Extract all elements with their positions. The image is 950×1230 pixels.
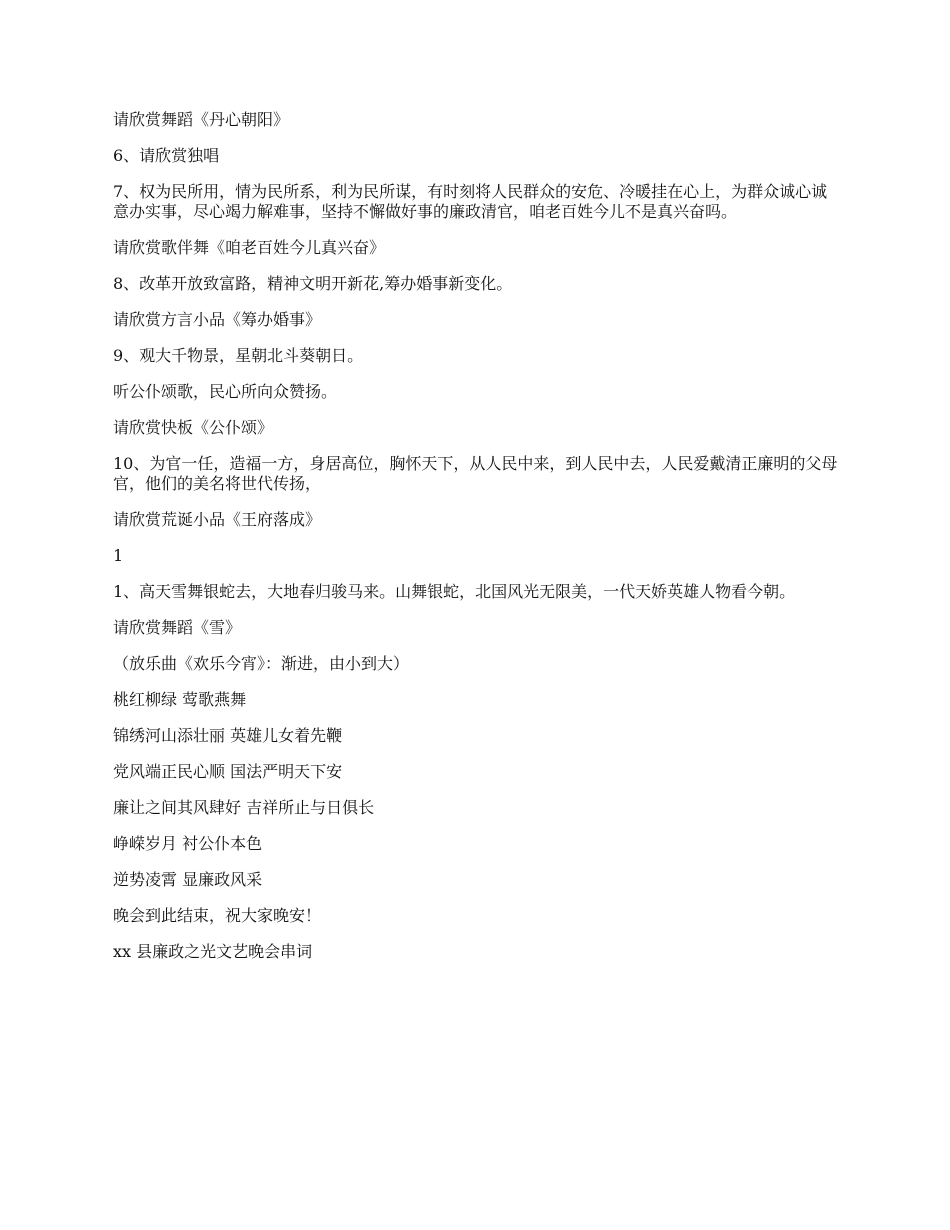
paragraph-item-9: 9、观大千物景，星朝北斗葵朝日。 [113, 346, 364, 365]
paragraph-music-note: （放乐曲《欢乐今宵》：渐进，由小到大） [113, 654, 410, 673]
paragraph-absurd-sketch: 请欣赏荒诞小品《王府落成》 [113, 510, 322, 529]
paragraph-couplet-3: 党风端正民心顺 国法严明天下安 [113, 762, 343, 781]
paragraph-item-7: 7、权为民所用，情为民所系，利为民所谋，有时刻将人民群众的安危、冷暖挂在心上，为群众诚心诚意办实事，尽心竭力解难事，坚持不懈做好事的廉政清官，咱老百姓今儿不是真兴奋吗。 [113, 182, 828, 221]
paragraph-item-8: 8、改革开放致富路，精神文明开新花,筹办婚事新变化。 [113, 274, 513, 293]
document-body [113, 110, 838, 978]
paragraph-dance-snow: 请欣赏舞蹈《雪》 [113, 618, 242, 637]
paragraph-title-footer: xx 县廉政之光文艺晚会串词 [113, 942, 313, 961]
paragraph-closing: 晚会到此结束，祝大家晚安！ [113, 906, 322, 925]
paragraph-item-10: 10、为官一任，造福一方，身居高位，胸怀天下，从人民中来，到人民中去，人民爱戴清正廉明的父母官，他们的美名将世代传扬， [113, 454, 838, 493]
paragraph-kuaiban: 请欣赏快板《公仆颂》 [113, 418, 274, 437]
paragraph-couplet-1: 桃红柳绿 莺歌燕舞 [113, 690, 247, 709]
paragraph-song-dance: 请欣赏歌伴舞《咱老百姓今儿真兴奋》 [113, 238, 386, 257]
paragraph-dance-danxin: 请欣赏舞蹈《丹心朝阳》 [113, 110, 290, 129]
paragraph-couplet-2: 锦绣河山添壮丽 英雄儿女着先鞭 [113, 726, 343, 745]
paragraph-section-number: 1 [113, 546, 124, 565]
paragraph-item-6: 6、请欣赏独唱 [113, 146, 220, 165]
paragraph-couplet-6: 逆势凌霄 显廉政风采 [113, 870, 263, 889]
paragraph-couplet-5: 峥嵘岁月 衬公仆本色 [113, 834, 263, 853]
paragraph-dialect-sketch: 请欣赏方言小品《筹办婚事》 [113, 310, 322, 329]
paragraph-public-servant-song: 听公仆颂歌，民心所向众赞扬。 [113, 382, 338, 401]
paragraph-couplet-4: 廉让之间其风肆好 吉祥所止与日俱长 [113, 798, 375, 817]
paragraph-item-1: 1、高天雪舞银蛇去，大地春归骏马来。山舞银蛇，北国风光无限美，一代天娇英雄人物看今朝。 [113, 582, 796, 601]
